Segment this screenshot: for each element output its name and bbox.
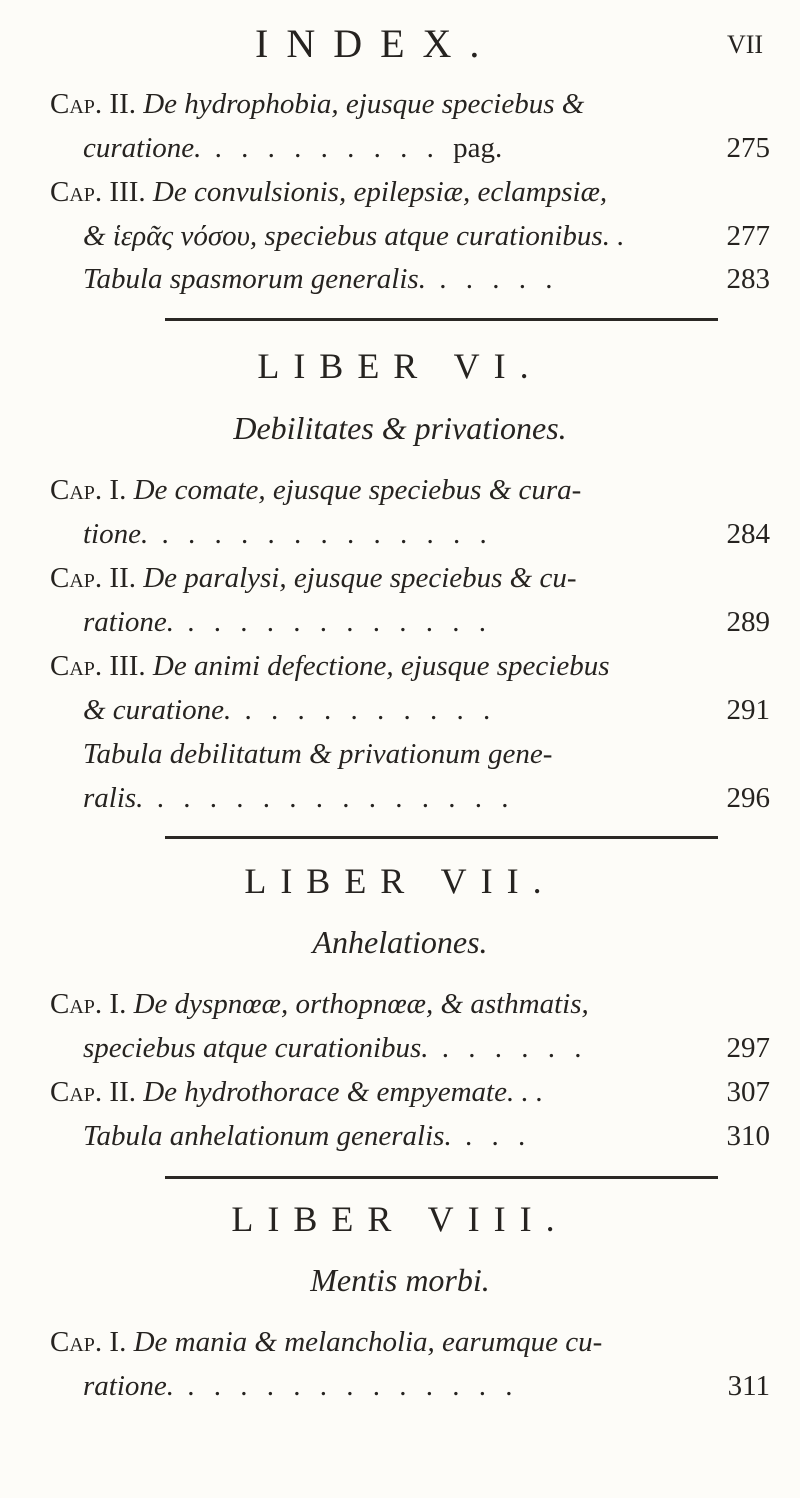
toc-entry-line — [50, 556, 577, 600]
chapter-label: Cap. I. — [50, 988, 127, 1020]
toc-entry-line — [83, 214, 624, 258]
entry-title: De animi defectione, ejusque speciebus — [152, 650, 610, 682]
entry-title-cont: ralis. — [83, 782, 144, 814]
leader-dots: . . . — [451, 1120, 532, 1152]
section-heading: LIBER VI. — [257, 346, 543, 386]
page-title: INDEX. — [255, 21, 498, 66]
page-header — [0, 20, 800, 70]
leader-dots: . . . . . . . . . . . . . — [174, 1370, 519, 1402]
page-ref: 277 — [726, 220, 770, 252]
entry-title: De paralysi, ejusque speciebus & cu- — [143, 562, 577, 594]
section-heading: LIBER VIII. — [231, 1199, 569, 1239]
entry-title-cont: tione. — [83, 518, 149, 550]
toc-entry-line — [50, 982, 589, 1026]
leader-dots: . . . . . . — [428, 1032, 588, 1064]
entry-title-cont: speciebus atque curationibus. — [83, 1032, 429, 1064]
page-ref: 307 — [726, 1076, 770, 1108]
section-subtitle: Anhelationes. — [312, 924, 488, 960]
section-divider — [165, 836, 718, 839]
entry-title-cont: ratione. — [83, 1370, 175, 1402]
chapter-label: Cap. II. — [50, 88, 136, 120]
leader-dots: . . . . . . . . . . . . — [174, 606, 493, 638]
toc-entry-line — [83, 126, 502, 170]
leader-dots: . . . . . — [425, 263, 559, 295]
page-ref: 291 — [726, 694, 770, 726]
page-ref: 283 — [726, 263, 770, 295]
page-ref: 297 — [726, 1032, 770, 1064]
entry-title: De mania & melancholia, earumque cu- — [133, 1326, 603, 1358]
toc-entry-line — [50, 468, 581, 512]
entry-title: Tabula anhelationum generalis. — [83, 1120, 452, 1152]
entry-title: De dyspnœæ, orthopnœæ, & asthmatis, — [133, 988, 589, 1020]
page-ref: 311 — [727, 1370, 770, 1402]
page-number: VII — [727, 30, 764, 59]
entry-title: Tabula spasmorum generalis. — [83, 263, 426, 295]
chapter-label: Cap. III. — [50, 650, 146, 682]
toc-entry-line — [83, 776, 514, 820]
toc-entry-line — [83, 600, 492, 644]
leader-dots: . . . . . . . . . . — [231, 694, 497, 726]
section-subtitle: Debilitates & privationes. — [233, 410, 567, 446]
page-ref: 289 — [726, 606, 770, 638]
toc-entry-line — [50, 1070, 543, 1114]
toc-entry-line — [83, 688, 496, 732]
pag-label: pag. — [453, 132, 503, 164]
entry-title: De convulsionis, epilepsiæ, eclampsiæ, — [152, 176, 608, 208]
section-divider — [165, 318, 718, 321]
entry-title: Tabula debilitatum & privationum gene- — [83, 738, 553, 770]
section-divider — [165, 1176, 718, 1179]
entry-title: De comate, ejusque speciebus & cura- — [133, 474, 582, 506]
entry-title-cont: curatione. — [83, 132, 202, 164]
chapter-label: Cap. I. — [50, 474, 127, 506]
page-ref: 310 — [726, 1120, 770, 1152]
toc-entry-line — [50, 170, 607, 214]
entry-title-cont: ratione. — [83, 606, 175, 638]
toc-entry-line — [83, 1364, 519, 1408]
leader-dots: . . . . . . . . . . . . . . — [143, 782, 515, 814]
chapter-label: Cap. II. — [50, 562, 136, 594]
leader-dots: . . . . . . . . . — [201, 132, 454, 164]
chapter-label: Cap. III. — [50, 176, 146, 208]
page-ref: 284 — [726, 518, 770, 550]
entry-title: De hydrophobia, ejusque speciebus & — [143, 88, 585, 120]
entry-title-cont: & curatione. — [83, 694, 232, 726]
section-subtitle: Mentis morbi. — [310, 1262, 490, 1298]
entry-title-cont: & ἱερᾶς νόσου, speciebus atque curationibus. . — [83, 220, 625, 252]
toc-entry-line — [83, 1026, 588, 1070]
leader-dots: . . . . . . . . . . . . . — [148, 518, 493, 550]
toc-entry-line — [83, 732, 552, 776]
toc-entry-line — [50, 1320, 602, 1364]
toc-entry-line — [83, 512, 493, 556]
page-ref: 275 — [726, 132, 770, 164]
chapter-label: Cap. II. — [50, 1076, 136, 1108]
section-heading: LIBER VII. — [244, 861, 556, 901]
toc-entry-line — [83, 1114, 531, 1158]
toc-entry-line — [83, 257, 558, 301]
toc-entry-line — [50, 644, 610, 688]
chapter-label: Cap. I. — [50, 1326, 127, 1358]
entry-title: De hydrothorace & empyemate. . . — [143, 1076, 544, 1108]
page-ref: 296 — [726, 782, 770, 814]
toc-entry-line — [50, 82, 584, 126]
